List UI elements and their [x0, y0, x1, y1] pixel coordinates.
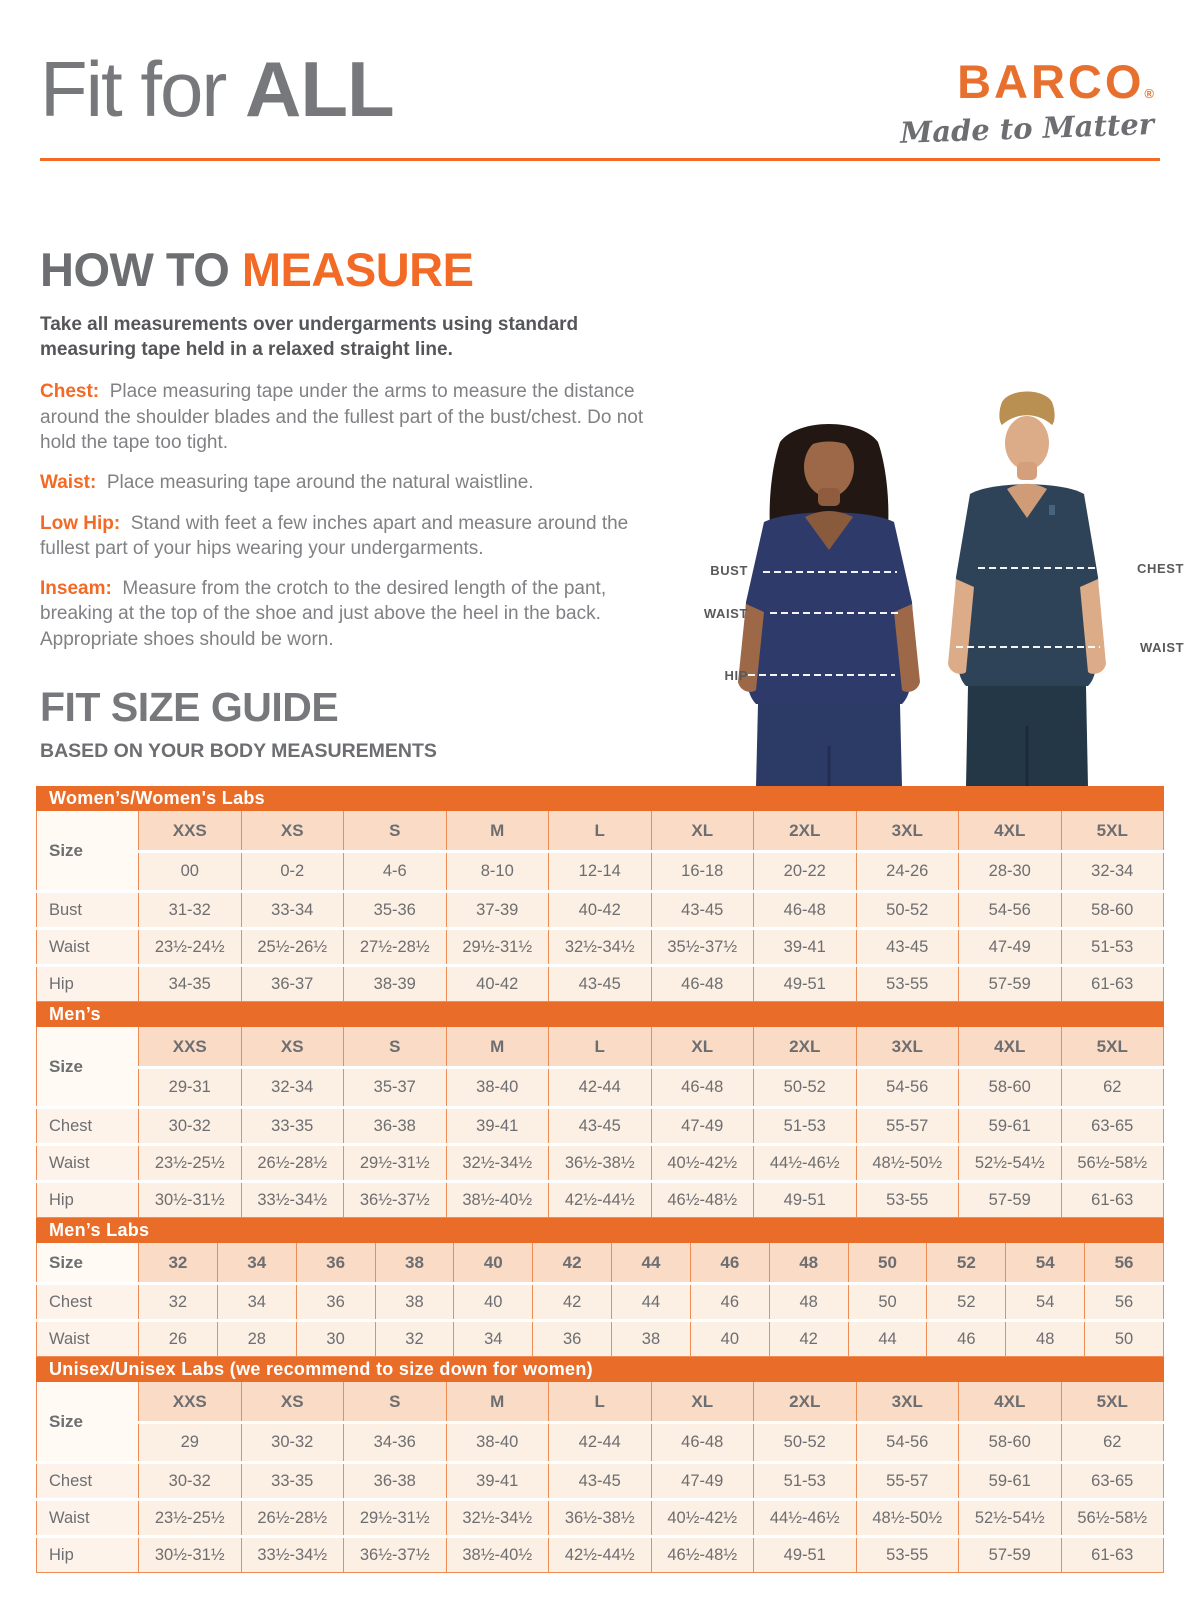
size-header-cell: 48	[769, 1243, 848, 1284]
size-header-cell: XS	[241, 1027, 344, 1068]
size-header-cell: 5XL	[1061, 1382, 1164, 1423]
measurement-cell: 61-63	[1061, 1537, 1164, 1573]
table-row	[37, 1284, 1164, 1321]
page-title-bold: ALL	[245, 45, 394, 133]
measurement-cell: 44½-46½	[754, 1500, 857, 1537]
measurement-cell: 61-63	[1061, 1182, 1164, 1218]
measurement-cell: 46½-48½	[651, 1537, 754, 1573]
measurement-cell: 47-49	[651, 1463, 754, 1500]
measurement-cell: 36½-37½	[344, 1182, 447, 1218]
size-table	[36, 1243, 1164, 1357]
size-header-cell: 32	[139, 1243, 218, 1284]
measurement-cell: 53-55	[856, 1182, 959, 1218]
measurement-cell: 40	[690, 1321, 769, 1357]
size-header-cell: XL	[651, 1027, 754, 1068]
measure-text: Place measuring tape around the natural waistline.	[106, 472, 534, 494]
size-header-cell: S	[344, 811, 447, 852]
measurement-cell: 34	[217, 1284, 296, 1321]
size-header-cell: 44	[612, 1243, 691, 1284]
size-column-label: Size	[37, 1027, 139, 1108]
size-header-cell: M	[446, 811, 549, 852]
measurement-cell: 43-45	[549, 966, 652, 1002]
size-range-cell: 00	[139, 852, 242, 892]
size-header-cell: 2XL	[754, 811, 857, 852]
measure-term: Low Hip:	[40, 512, 121, 534]
size-range-cell: 32-34	[1061, 852, 1164, 892]
measurement-cell: 44	[612, 1284, 691, 1321]
size-range-cell: 29	[139, 1423, 242, 1463]
size-header-cell: L	[549, 811, 652, 852]
size-range-cell: 28-30	[959, 852, 1062, 892]
measurement-cell: 40½-42½	[651, 1500, 754, 1537]
measurement-cell: 38	[375, 1284, 454, 1321]
measurement-cell: 38-39	[344, 966, 447, 1002]
measurement-cell: 36	[533, 1321, 612, 1357]
size-header-cell: 3XL	[856, 1027, 959, 1068]
size-header-cell: M	[446, 1382, 549, 1423]
size-range-cell: 42-44	[549, 1423, 652, 1463]
size-header-cell: 42	[533, 1243, 612, 1284]
measurement-cell: 38	[612, 1321, 691, 1357]
measurement-cell: 50	[1085, 1321, 1164, 1357]
measurement-cell: 33-34	[241, 892, 344, 929]
measurement-row-label: Bust	[37, 892, 139, 929]
measure-item-inseam	[40, 576, 655, 652]
measurement-row-label: Chest	[37, 1108, 139, 1145]
measurement-cell: 38½-40½	[446, 1182, 549, 1218]
measurement-cell: 29½-31½	[344, 1145, 447, 1182]
barco-logo-tagline: Made to Matter	[899, 107, 1155, 150]
measurement-cell: 46	[690, 1284, 769, 1321]
size-header-cell: XL	[651, 811, 754, 852]
measurement-cell: 52½-54½	[959, 1500, 1062, 1537]
measurement-cell: 55-57	[856, 1108, 959, 1145]
chest-label: CHEST	[1137, 561, 1185, 576]
table-row	[37, 1321, 1164, 1357]
measurement-cell: 36½-38½	[549, 1145, 652, 1182]
table-band-title: Women’s/Women's Labs	[36, 786, 1164, 811]
bust-label: BUST	[710, 563, 748, 578]
measurement-cell: 57-59	[959, 966, 1062, 1002]
size-header-cell: 52	[927, 1243, 1006, 1284]
measurement-cell: 55-57	[856, 1463, 959, 1500]
measurement-cell: 48½-50½	[856, 1500, 959, 1537]
fit-size-guide-subheading: BASED ON YOUR BODY MEASUREMENTS	[40, 740, 437, 762]
measure-intro: Take all measurements over undergarments using standard measuring tape held in a relaxed straight line.	[40, 313, 579, 361]
size-header-cell: XL	[651, 1382, 754, 1423]
measurement-cell: 59-61	[959, 1108, 1062, 1145]
measure-term: Waist:	[40, 472, 97, 494]
measurement-cell: 32½-34½	[549, 929, 652, 966]
measurement-cell: 25½-26½	[241, 929, 344, 966]
size-range-cell: 34-36	[344, 1423, 447, 1463]
measure-item-waist	[40, 470, 655, 495]
size-range-cell: 42-44	[549, 1068, 652, 1108]
measurement-cell: 63-65	[1061, 1463, 1164, 1500]
size-range-cell: 62	[1061, 1423, 1164, 1463]
size-header-cell: L	[549, 1382, 652, 1423]
size-header-cell: XXS	[139, 1027, 242, 1068]
measurement-cell: 28	[217, 1321, 296, 1357]
fit-size-guide-heading: FIT SIZE GUIDE	[40, 684, 339, 730]
table-row	[37, 929, 1164, 966]
barco-logo-text: BARCO	[957, 55, 1145, 108]
measurement-cell: 39-41	[446, 1108, 549, 1145]
size-range-cell: 58-60	[959, 1068, 1062, 1108]
measurement-cell: 26½-28½	[241, 1500, 344, 1537]
measurement-cell: 42	[769, 1321, 848, 1357]
registered-trademark-icon: ®	[1144, 86, 1154, 101]
measure-item-low-hip	[40, 511, 655, 562]
size-header-cell: 38	[375, 1243, 454, 1284]
measurement-cell: 49-51	[754, 1537, 857, 1573]
models-illustration	[640, 372, 1200, 787]
measurement-cell: 40-42	[549, 892, 652, 929]
measurement-cell: 36½-37½	[344, 1537, 447, 1573]
measurement-cell: 39-41	[446, 1463, 549, 1500]
man-figure	[948, 392, 1106, 788]
measurement-cell: 51-53	[754, 1463, 857, 1500]
size-range-cell: 20-22	[754, 852, 857, 892]
size-range-cell: 54-56	[856, 1423, 959, 1463]
size-range-cell: 38-40	[446, 1068, 549, 1108]
measurement-cell: 52	[927, 1284, 1006, 1321]
measure-item-chest	[40, 379, 655, 455]
size-header-cell: 5XL	[1061, 1027, 1164, 1068]
size-header-cell: 40	[454, 1243, 533, 1284]
measurement-cell: 36-38	[344, 1108, 447, 1145]
table-row	[37, 1537, 1164, 1573]
size-range-cell: 32-34	[241, 1068, 344, 1108]
measurement-cell: 50-52	[856, 892, 959, 929]
measurement-cell: 39-41	[754, 929, 857, 966]
models-photo	[640, 372, 1200, 787]
size-header-cell: 34	[217, 1243, 296, 1284]
size-column-label: Size	[37, 811, 139, 892]
measurement-cell: 44	[848, 1321, 927, 1357]
size-header-cell: S	[344, 1382, 447, 1423]
size-range-cell: 8-10	[446, 852, 549, 892]
measurement-cell: 40	[454, 1284, 533, 1321]
measure-text: Place measuring tape under the arms to measure the distance around the shoulder blades and the fullest part of the bust/chest. Do not hold the tape too tight.	[40, 381, 644, 453]
table-band-title: Men’s	[36, 1002, 1164, 1027]
measurement-cell: 29½-31½	[344, 1500, 447, 1537]
measurement-cell: 33½-34½	[241, 1537, 344, 1573]
measurement-row-label: Hip	[37, 1182, 139, 1218]
size-header-cell: 4XL	[959, 811, 1062, 852]
size-range-cell: 29-31	[139, 1068, 242, 1108]
measurement-cell: 29½-31½	[446, 929, 549, 966]
measurement-cell: 33½-34½	[241, 1182, 344, 1218]
size-header-cell: 50	[848, 1243, 927, 1284]
size-header-cell: M	[446, 1027, 549, 1068]
size-table	[36, 811, 1164, 1002]
measure-text: Stand with feet a few inches apart and measure around the fullest part of your hips wearing your undergarments.	[40, 512, 629, 559]
size-range-cell: 30-32	[241, 1423, 344, 1463]
measurement-row-label: Waist	[37, 1500, 139, 1537]
heading-gray-part: HOW TO	[40, 243, 230, 296]
measurement-cell: 61-63	[1061, 966, 1164, 1002]
hip-label: HIP	[724, 668, 748, 683]
size-column-label: Size	[37, 1382, 139, 1463]
measurement-cell: 46-48	[651, 966, 754, 1002]
measurement-cell: 36-37	[241, 966, 344, 1002]
measurement-cell: 40-42	[446, 966, 549, 1002]
size-header-cell: 4XL	[959, 1027, 1062, 1068]
measurement-cell: 42	[533, 1284, 612, 1321]
measurement-cell: 34	[454, 1321, 533, 1357]
measurement-cell: 48½-50½	[856, 1145, 959, 1182]
size-range-cell: 0-2	[241, 852, 344, 892]
waist-label-man: WAIST	[1140, 640, 1185, 655]
measurement-cell: 26	[139, 1321, 218, 1357]
size-range-cell: 46-48	[651, 1423, 754, 1463]
barco-logo	[899, 55, 1155, 150]
measurement-cell: 44½-46½	[754, 1145, 857, 1182]
size-header-cell: XS	[241, 1382, 344, 1423]
size-table	[36, 1382, 1164, 1573]
measurement-cell: 40½-42½	[651, 1145, 754, 1182]
measurement-cell: 42½-44½	[549, 1182, 652, 1218]
size-tables-container	[36, 786, 1164, 1573]
measurement-cell: 49-51	[754, 1182, 857, 1218]
size-header-cell: 3XL	[856, 811, 959, 852]
measurement-cell: 36	[296, 1284, 375, 1321]
size-header-cell: 2XL	[754, 1027, 857, 1068]
measurement-cell: 48	[1006, 1321, 1085, 1357]
measurement-cell: 53-55	[856, 966, 959, 1002]
size-header-cell: XS	[241, 811, 344, 852]
measurement-cell: 35-36	[344, 892, 447, 929]
size-header-cell: 4XL	[959, 1382, 1062, 1423]
size-header-cell: 56	[1085, 1243, 1164, 1284]
measurement-cell: 31-32	[139, 892, 242, 929]
size-range-cell: 62	[1061, 1068, 1164, 1108]
measurement-cell: 32	[139, 1284, 218, 1321]
table-row	[37, 1500, 1164, 1537]
measurement-row-label: Hip	[37, 1537, 139, 1573]
measurement-cell: 23½-24½	[139, 929, 242, 966]
measurement-cell: 32	[375, 1321, 454, 1357]
page-title	[40, 44, 394, 135]
table-row	[37, 1108, 1164, 1145]
measurement-row-label: Chest	[37, 1284, 139, 1321]
size-range-cell: 50-52	[754, 1423, 857, 1463]
measurement-row-label: Waist	[37, 1145, 139, 1182]
measurement-cell: 43-45	[549, 1463, 652, 1500]
measurement-cell: 46	[927, 1321, 1006, 1357]
measurement-cell: 36-38	[344, 1463, 447, 1500]
page-title-regular: Fit for	[40, 45, 226, 133]
size-header-cell: 5XL	[1061, 811, 1164, 852]
measurement-cell: 30-32	[139, 1108, 242, 1145]
measurement-cell: 57-59	[959, 1537, 1062, 1573]
measure-term: Inseam:	[40, 578, 112, 600]
measurement-cell: 56½-58½	[1061, 1145, 1164, 1182]
measurement-cell: 37-39	[446, 892, 549, 929]
table-row	[37, 1182, 1164, 1218]
measurement-cell: 43-45	[651, 892, 754, 929]
table-row	[37, 1145, 1164, 1182]
measurement-cell: 56½-58½	[1061, 1500, 1164, 1537]
header-divider	[40, 158, 1160, 161]
measurement-cell: 33-35	[241, 1108, 344, 1145]
table-row	[37, 892, 1164, 929]
barco-logo-wordmark	[900, 55, 1154, 108]
size-range-cell: 50-52	[754, 1068, 857, 1108]
size-header-cell: XXS	[139, 1382, 242, 1423]
measurement-cell: 63-65	[1061, 1108, 1164, 1145]
heading-orange-part: MEASURE	[241, 243, 474, 296]
measurement-cell: 57-59	[959, 1182, 1062, 1218]
size-range-cell: 24-26	[856, 852, 959, 892]
measurement-cell: 47-49	[651, 1108, 754, 1145]
measurement-cell: 49-51	[754, 966, 857, 1002]
size-range-cell: 54-56	[856, 1068, 959, 1108]
size-range-cell: 38-40	[446, 1423, 549, 1463]
size-header-cell: XXS	[139, 811, 242, 852]
size-header-cell: 54	[1006, 1243, 1085, 1284]
measurement-cell: 58-60	[1061, 892, 1164, 929]
measurement-cell: 30	[296, 1321, 375, 1357]
table-band-title: Men’s Labs	[36, 1218, 1164, 1243]
size-header-cell: S	[344, 1027, 447, 1068]
size-column-label: Size	[37, 1243, 139, 1284]
measurement-cell: 46½-48½	[651, 1182, 754, 1218]
waist-label-woman: WAIST	[703, 606, 748, 621]
measurement-row-label: Waist	[37, 1321, 139, 1357]
measurement-cell: 30½-31½	[139, 1537, 242, 1573]
measurement-cell: 43-45	[549, 1108, 652, 1145]
how-to-measure-heading	[40, 243, 655, 296]
size-range-cell: 35-37	[344, 1068, 447, 1108]
measurement-cell: 35½-37½	[651, 929, 754, 966]
measurement-cell: 51-53	[1061, 929, 1164, 966]
how-to-measure-section	[40, 243, 655, 667]
size-range-cell: 4-6	[344, 852, 447, 892]
measurement-cell: 52½-54½	[959, 1145, 1062, 1182]
measurement-cell: 53-55	[856, 1537, 959, 1573]
size-range-cell: 58-60	[959, 1423, 1062, 1463]
measurement-row-label: Hip	[37, 966, 139, 1002]
measurement-cell: 27½-28½	[344, 929, 447, 966]
measurement-cell: 51-53	[754, 1108, 857, 1145]
measurement-cell: 46-48	[754, 892, 857, 929]
measurement-cell: 33-35	[241, 1463, 344, 1500]
measurement-row-label: Waist	[37, 929, 139, 966]
measurement-cell: 30-32	[139, 1463, 242, 1500]
measurement-cell: 26½-28½	[241, 1145, 344, 1182]
size-header-cell: 2XL	[754, 1382, 857, 1423]
size-table	[36, 1027, 1164, 1218]
measurement-cell: 23½-25½	[139, 1145, 242, 1182]
measurement-cell: 59-61	[959, 1463, 1062, 1500]
measurement-cell: 43-45	[856, 929, 959, 966]
measurement-cell: 34-35	[139, 966, 242, 1002]
measurement-cell: 54	[1006, 1284, 1085, 1321]
measurement-cell: 50	[848, 1284, 927, 1321]
measurement-cell: 23½-25½	[139, 1500, 242, 1537]
measurement-row-label: Chest	[37, 1463, 139, 1500]
measure-term: Chest:	[40, 381, 100, 403]
size-range-cell: 46-48	[651, 1068, 754, 1108]
woman-figure	[738, 424, 920, 787]
size-header-cell: 36	[296, 1243, 375, 1284]
measurement-cell: 56	[1085, 1284, 1164, 1321]
measurement-cell: 36½-38½	[549, 1500, 652, 1537]
table-row	[37, 1463, 1164, 1500]
size-header-cell: L	[549, 1027, 652, 1068]
measurement-cell: 42½-44½	[549, 1537, 652, 1573]
measurement-cell: 30½-31½	[139, 1182, 242, 1218]
measurement-cell: 38½-40½	[446, 1537, 549, 1573]
measurement-cell: 54-56	[959, 892, 1062, 929]
table-row	[37, 966, 1164, 1002]
size-header-cell: 46	[690, 1243, 769, 1284]
measurement-cell: 32½-34½	[446, 1145, 549, 1182]
measurement-cell: 32½-34½	[446, 1500, 549, 1537]
measurement-cell: 47-49	[959, 929, 1062, 966]
measure-text: Measure from the crotch to the desired length of the pant, breaking at the top of the shoe and just above the heel in the back. Appropriate shoes should be worn.	[40, 578, 607, 650]
table-band-title: Unisex/Unisex Labs (we recommend to size down for women)	[36, 1357, 1164, 1382]
size-range-cell: 12-14	[549, 852, 652, 892]
size-range-cell: 16-18	[651, 852, 754, 892]
measurement-cell: 48	[769, 1284, 848, 1321]
size-header-cell: 3XL	[856, 1382, 959, 1423]
